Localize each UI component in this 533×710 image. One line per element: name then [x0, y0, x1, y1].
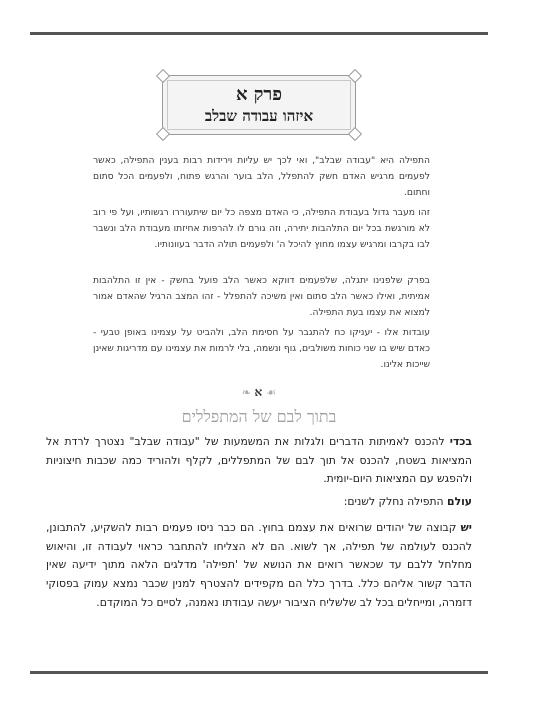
paragraph-lead-word: עולם — [447, 495, 472, 508]
paragraph-text: קבוצה של יהודים שרואים את עצמם בחוץ. הם כבר ניסו פעמים רבות להשקיע, להתבונן, להכנס לעולמה של תפילה, אך לשוא. הם לא הצליחו להתחבר כראוי לעבודה זו, והיאוש מחלחל ללבם עד שכאשר רואים את הנושא של 'תפילה' מדלגים הלאה מתוך ידיעה שאין הדבר קשור אליהם כלל. בדרך כלל הם מקפידים להצטרף למנין שכבר נמצא עמוק בפסוקי דזמרה, ומייחלים בכל לב שלשליח הציבור יעשה עבודתו נאמנה, לסיים כל המוקדם. — [46, 521, 472, 609]
paragraph-lead-word: יש — [460, 521, 472, 534]
section-title: בתוך לבם של המתפללים — [181, 407, 337, 426]
ornament-right-icon: ☙ — [266, 386, 277, 399]
section-marker — [30, 385, 488, 400]
intro-paragraph-4: עובדות אלו - יעניקו כח להתגבר על חסימת הלב, ולהביט על עצמינו באופן טבעי - כאדם שיש בו שני כוחות משולבים, גוף ונשמה, בלי לרמות את עצמינו עם מדריגות שאינן שייכות אלינו. — [93, 327, 430, 371]
body-paragraph-2 — [46, 493, 472, 512]
intro-paragraph-3: בפרק שלפנינו יתגלה, שלפעמים דווקא כאשר הלב פועל בחשק - אין זו התלהבות אמיתית, ואילו כאשר הלב סתום ואין משיכה להתפלל - זהו המצב הרגיל שהאדם אמור למצוא את עצמו בעת התפילה. — [93, 275, 430, 319]
paragraph-text: להכנס לאמיתות הדברים ולגלות את המשמעות של "עבודה שבלב" נצטרך לרדת אל המציאות בשטח, להכנס אל תוך לבם של המתפללים, לקלף ולהוריד כמה שכבות חיצוניות ולהפגש עם המציאות היום-יומית. — [46, 435, 472, 486]
body-paragraph-3 — [46, 519, 472, 613]
ornament-left-icon: ❧ — [241, 386, 255, 399]
paragraph-lead-word: בכדי — [449, 435, 472, 448]
chapter-title-frame — [162, 75, 356, 135]
intro-paragraph-1: התפילה היא "עבודה שבלב", ואי לכך יש עליות וירידות רבות בענין התפילה, כאשר לפעמים מרגיש האדם חשק להתפלל, הלב בוער והרגש פתוח, ולפעמים הכל סתום וחתום. — [93, 155, 430, 199]
book-page — [30, 35, 488, 671]
body-paragraph-1 — [46, 433, 472, 489]
section-letter: א — [254, 385, 263, 399]
chapter-title: איזהו עבודה שבלב — [204, 107, 314, 125]
paragraph-text: התפילה נחלק לשנים: — [343, 495, 448, 508]
chapter-number: פרק א — [235, 84, 283, 105]
intro-paragraph-2: זהו מעבר גדול בעבודת התפילה, כי האדם מצפה כל יום שיתעוררו רגשותיו, ועל פי רוב לא מורגשת בכל יום התלהבות יתירה, וזה גורם לו להרפות אחיזתו מעבודת הלב ונשבר לבו בקרבו ומרגיש עצמו מחוץ להיכל ה' ולפעמים תולה הדבר בעוונותיו. — [93, 207, 430, 251]
bottom-rule — [30, 671, 488, 674]
